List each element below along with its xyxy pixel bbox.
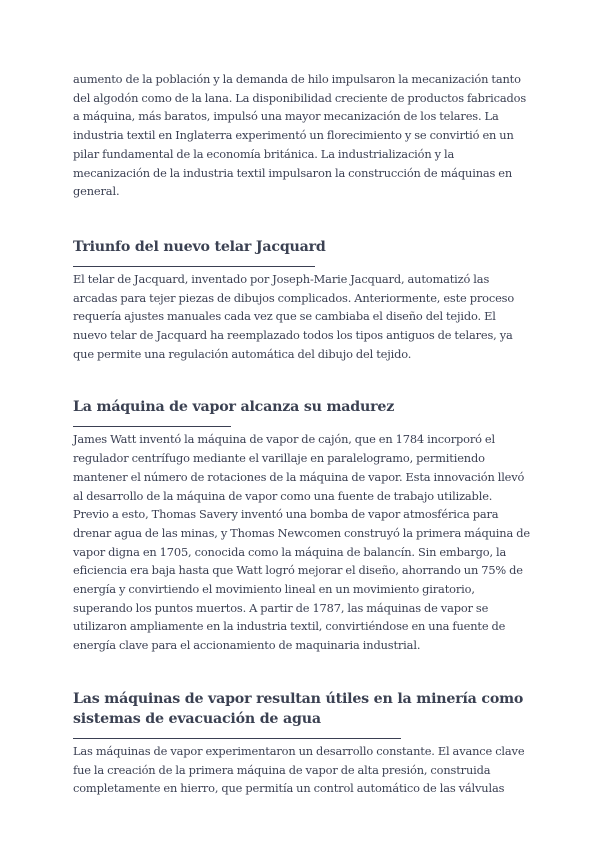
heading-underline — [73, 426, 231, 427]
section-heading: Las máquinas de vapor resultan útiles en la minería como sistemas de evacuación de agua — [73, 690, 524, 727]
section-heading: La máquina de vapor alcanza su madurez — [73, 399, 395, 416]
section-heading: Triunfo del nuevo telar Jacquard — [73, 238, 326, 255]
heading-underline — [73, 738, 401, 739]
section-jacquard-loom — [73, 237, 531, 364]
section-paragraph: El telar de Jacquard, inventado por Joseph-Marie Jacquard, automatizó las arcadas para tejer piezas de dibujos complicados. Anteriormente, este proceso requería ajustes manuales cada vez que se cambiaba el diseño del tejido. El nuevo telar de Jacquard ha reemplazado todos los tipos antiguos de telares, ya que permite una regulación automática del dibujo del tejido. — [73, 271, 515, 361]
section-mining-steam-engines — [73, 689, 531, 798]
heading-underline — [73, 266, 315, 267]
section-paragraph: Las máquinas de vapor experimentaron un desarrollo constante. El avance clave fue la creación de la primera máquina de vapor de alta presión, construida completamente en hierro, que permitía un control automático de las válvulas — [73, 743, 525, 796]
intro-paragraph: aumento de la población y la demanda de hilo impulsaron la mecanización tanto del algodón como de la lana. La disponibilidad creciente de productos fabricados a máquina, más baratos, impulsó una mayor mecanización de los telares. La industria textil en Inglaterra experimentó un florecimiento y se convirtió en un pilar fundamental de la economía británica. La industrialización y la mecanización de la industria textil impulsaron la construcción de máquinas en general. — [73, 72, 527, 199]
section-steam-engine — [73, 397, 531, 654]
document-page — [73, 70, 531, 798]
section-paragraph: James Watt inventó la máquina de vapor de cajón, que en 1784 incorporó el regulador centrífugo mediante el varillaje en paralelogramo, permitiendo mantener el número de rotaciones de la máquina de vapor. Esta innovación llevó al desarrollo de la máquina de vapor como una fuente de trabajo utilizable. Previo a esto, Thomas Savery inventó una bomba de vapor atmosférica para drenar agua de las minas, y Thomas Newcomen construyó la primera máquina de vapor digna en 1705, conocida como la máquina de balancín. Sin embargo, la eficiencia era baja hasta que Watt logró mejorar el diseño, ahorrando un 75% de energía y convirtiendo el movimiento lineal en un movimiento giratorio, superando los puntos muertos. A partir de 1787, las máquinas de vapor se utilizaron ampliamente en la industria textil, convirtiéndose en una fuente de energía clave para el accionamiento de maquinaria industrial. — [73, 432, 530, 653]
